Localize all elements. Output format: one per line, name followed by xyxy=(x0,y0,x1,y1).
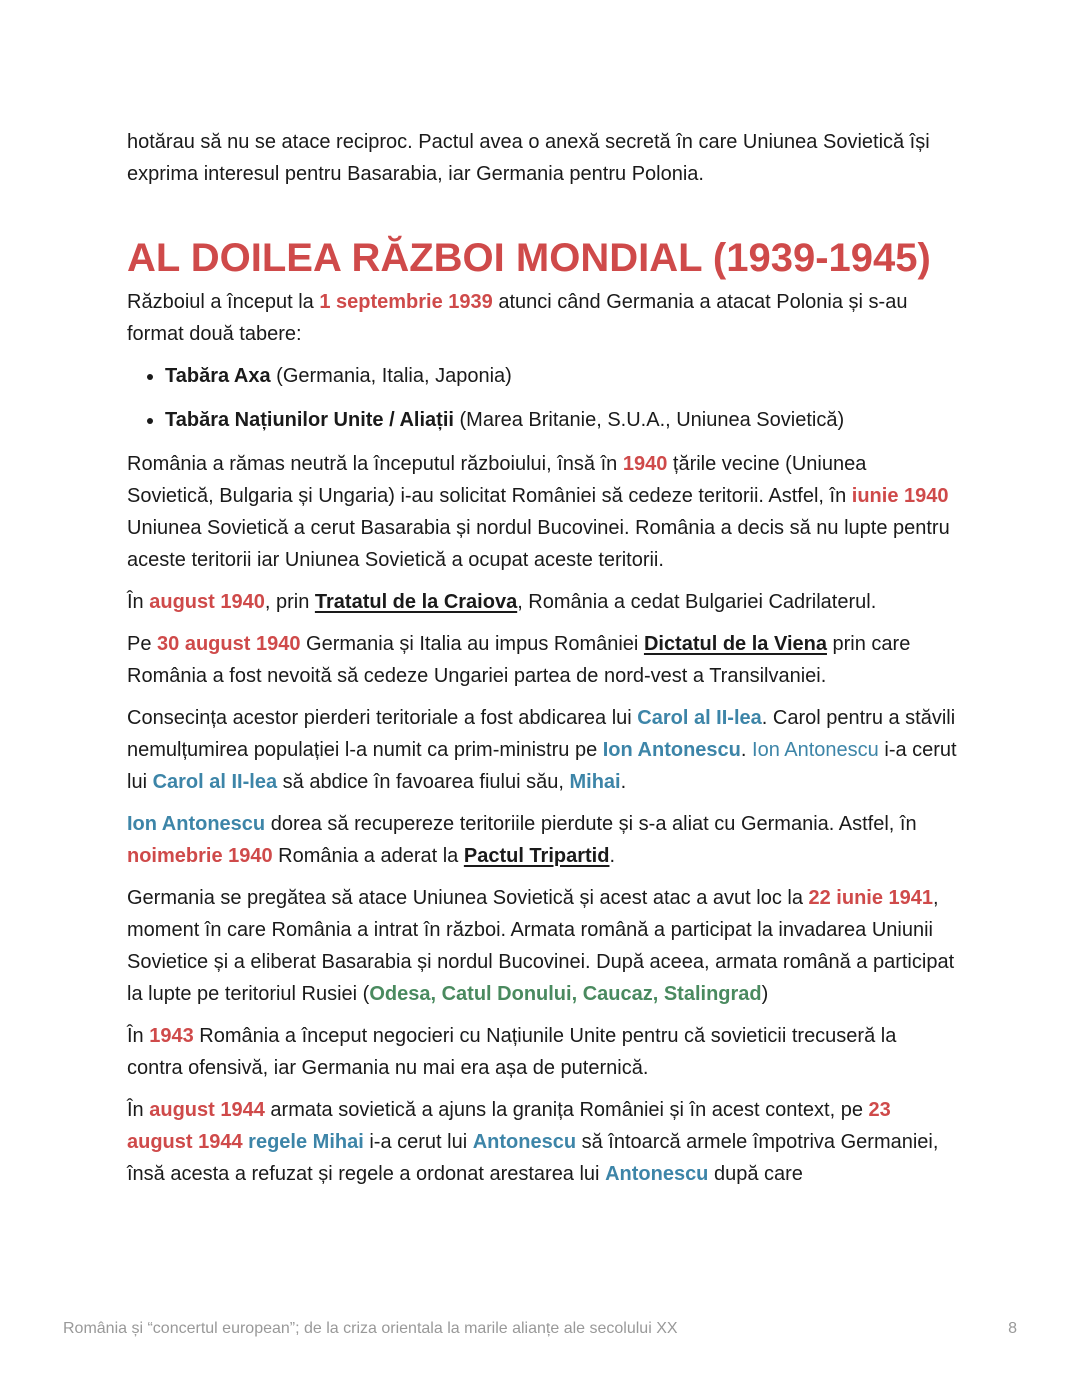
text-span: Uniunea Sovietică a cerut Basarabia și nordul Bucovinei. România a decis să nu lupte pentru aceste teritorii iar Uniunea Sovietică a ocupat aceste teritorii. xyxy=(127,517,950,571)
paragraph xyxy=(127,628,957,692)
paragraph xyxy=(127,1094,957,1190)
list-item xyxy=(165,360,957,392)
bold-term: Tabăra Națiunilor Unite / Aliații xyxy=(165,409,454,431)
text-span: În xyxy=(127,1025,150,1047)
paragraph xyxy=(127,286,957,350)
text-span: i-a cerut lui xyxy=(127,739,957,793)
text-span: atunci când Germania a atacat Polonia și s-au format două tabere: xyxy=(127,291,908,345)
page-number: 8 xyxy=(1008,1320,1017,1337)
text-span: . xyxy=(740,739,753,761)
person-highlight: Antonescu xyxy=(605,1163,709,1185)
text-span: prin care România a fost nevoită să cedeze Ungariei partea de nord-vest a Transilvaniei. xyxy=(127,633,911,687)
date-highlight: 1940 xyxy=(622,453,668,475)
paragraph xyxy=(127,808,957,872)
text-span: (Marea Britanie, S.U.A., Uniunea Sovietică) xyxy=(453,409,845,431)
paragraph xyxy=(127,882,957,1010)
text-span: să întoarcă armele împotriva Germaniei, însă acesta a refuzat și regele a ordonat arestarea lui xyxy=(127,1131,939,1185)
text-span: . xyxy=(620,771,627,793)
text-span: Germania și Italia au impus României xyxy=(300,633,644,655)
text-span: armata sovietică a ajuns la granița României și în acest context, pe xyxy=(264,1099,869,1121)
text-span: după care xyxy=(708,1163,803,1185)
text-span: În xyxy=(127,1099,150,1121)
text-span: dorea să recupereze teritoriile pierdute și s-a aliat cu Germania. Astfel, în xyxy=(265,813,917,835)
person-highlight: Antonescu xyxy=(472,1131,577,1153)
date-highlight: 30 august 1940 xyxy=(157,633,301,655)
paragraph xyxy=(127,448,957,576)
text-span: să abdice în favoarea fiului său, xyxy=(277,771,570,793)
text-span: (Germania, Italia, Japonia) xyxy=(270,365,512,387)
treaty-link: Pactul Tripartid xyxy=(463,845,610,867)
text-span: România a aderat la xyxy=(272,845,464,867)
date-highlight: noimebrie 1940 xyxy=(127,845,273,867)
paragraph xyxy=(127,702,957,798)
text-span: România a început negocieri cu Națiunile Unite pentru că sovieticii trecuseră la contra ofensivă, iar Germania nu mai era așa de puternică. xyxy=(127,1025,897,1079)
text-span: . Carol pentru a stăvili nemulțumirea populației l-a numit ca prim-ministru pe xyxy=(127,707,956,761)
text-span: Războiul a început la xyxy=(127,291,320,313)
person-highlight: Ion Antonescu xyxy=(602,739,741,761)
text-span: hotărau să nu se atace reciproc. Pactul avea o anexă secretă în care Uniunea Sovietică își exprima interesul pentru Basarabia, iar Germania pentru Polonia. xyxy=(127,131,930,185)
place-highlight: Odesa, Catul Donului, Caucaz, Stalingrad xyxy=(369,983,762,1005)
person-highlight: regele Mihai xyxy=(248,1131,364,1153)
treaty-link: Dictatul de la Viena xyxy=(643,633,827,655)
text-span: Pe xyxy=(127,633,158,655)
text-span: , România a cedat Bulgariei Cadrilaterul. xyxy=(517,591,877,613)
camps-list xyxy=(127,360,957,436)
text-span: Germania se pregătea să atace Uniunea Sovietică și acest atac a avut loc la xyxy=(127,887,809,909)
date-highlight: 1943 xyxy=(149,1025,194,1047)
bold-term: Tabăra Axa xyxy=(165,365,271,387)
date-highlight: iunie 1940 xyxy=(851,485,949,507)
date-highlight: 23 august 1944 xyxy=(127,1099,891,1153)
treaty-link: Tratatul de la Craiova xyxy=(314,591,518,613)
text-span: Consecința acestor pierderi teritoriale a fost abdicarea lui xyxy=(127,707,638,729)
document-body xyxy=(127,126,957,1200)
paragraph xyxy=(127,586,957,618)
person-highlight: Mihai xyxy=(569,771,621,793)
paragraph xyxy=(127,1020,957,1084)
text-span: ) xyxy=(761,983,769,1005)
person-highlight: Carol al II-lea xyxy=(637,707,762,729)
text-span: . xyxy=(609,845,616,867)
intro-paragraph xyxy=(127,126,957,190)
date-highlight: 1 septembrie 1939 xyxy=(319,291,493,313)
date-highlight: 22 iunie 1941 xyxy=(808,887,934,909)
text-span: România a rămas neutră la începutul războiului, însă în xyxy=(127,453,623,475)
footer-title: România și “concertul european”; de la criza orientala la marile alianțe ale secolului XX xyxy=(63,1320,678,1337)
date-highlight: august 1940 xyxy=(149,591,265,613)
text-span: țările vecine (Uniunea Sovietică, Bulgaria și Ungaria) i-au solicitat României să cedeze teritorii. Astfel, în xyxy=(127,453,867,507)
text-span: În xyxy=(127,591,150,613)
list-item xyxy=(165,404,957,436)
person-highlight: Ion Antonescu xyxy=(127,813,266,835)
person-highlight: Carol al II-lea xyxy=(152,771,278,793)
text-span: , prin xyxy=(264,591,315,613)
date-highlight: august 1944 xyxy=(149,1099,265,1121)
text-span: i-a cerut lui xyxy=(363,1131,473,1153)
section-heading: AL DOILEA RĂZBOI MONDIAL (1939-1945) xyxy=(127,236,931,280)
person-highlight: Ion Antonescu xyxy=(752,739,879,761)
text-span: , moment în care România a intrat în război. Armata română a participat la invadarea Uniunii Sovietice și a eliberat Basarabia și nordul Bucovinei. După aceea, armata română a participat la lupte pe teritoriul Rusiei ( xyxy=(127,887,955,1005)
page-footer xyxy=(63,1320,1017,1338)
